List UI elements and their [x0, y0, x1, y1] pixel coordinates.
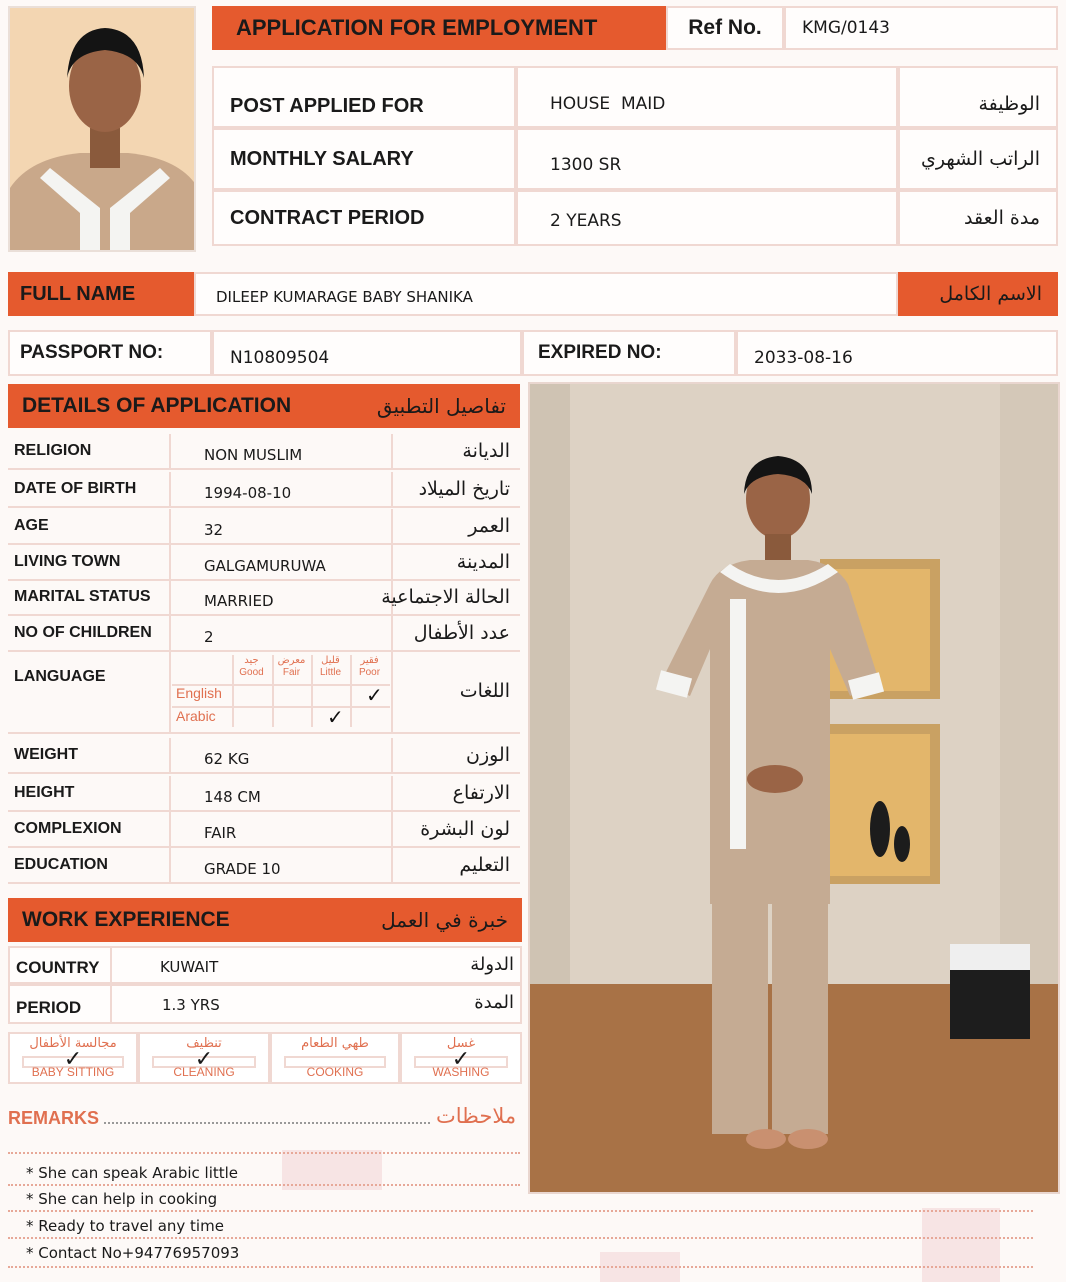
remarks-dots: [104, 1122, 430, 1124]
skill-baby-sitting: مجالسة الأطفال ✓ BABY SITTING: [8, 1032, 138, 1084]
dotted-rule: [8, 1184, 520, 1186]
expiry-value: 2033-08-16: [736, 330, 1058, 376]
post-value: HOUSE MAID: [516, 66, 898, 128]
level-fair: معرض Fair: [277, 655, 306, 678]
detail-row-children: NO OF CHILDREN 2 عدد الأطفال: [8, 616, 520, 652]
full-name-value: DILEEP KUMARAGE BABY SHANIKA: [194, 272, 898, 316]
cleaning-check: ✓: [194, 1046, 214, 1071]
level-little: قليل Little: [319, 655, 342, 678]
salary-value: 1300 SR: [516, 128, 898, 190]
detail-row-education: EDUCATION GRADE 10 التعليم: [8, 848, 520, 884]
detail-row-dob: DATE OF BIRTH 1994-08-10 تاريخ الميلاد: [8, 472, 520, 508]
dotted-rule: [8, 1266, 1033, 1268]
full-body-photo: [528, 382, 1060, 1194]
work-header: WORK EXPERIENCE خبرة في العمل: [8, 898, 522, 942]
work-period-row: PERIOD 1.3 YRS المدة: [8, 984, 522, 1024]
arabic-little-check: ✓: [327, 707, 344, 729]
remarks-label: REMARKS: [8, 1108, 100, 1128]
detail-row-religion: RELIGION NON MUSLIM الديانة: [8, 434, 520, 470]
dotted-rule: [8, 1152, 520, 1154]
portrait-photo: [8, 6, 196, 252]
post-label-ar: الوظيفة: [898, 66, 1058, 128]
level-poor: فقير Poor: [358, 655, 381, 678]
detail-row-weight: WEIGHT 62 KG الوزن: [8, 738, 520, 774]
english-poor-check: ✓: [366, 685, 383, 707]
details-header: DETAILS OF APPLICATION تفاصيل التطبيق: [8, 384, 520, 428]
expiry-label: EXPIRED NO:: [522, 330, 736, 376]
detail-row-language: LANGUAGE اللغات: [8, 652, 520, 734]
salary-label: MONTHLY SALARY: [212, 128, 516, 190]
contract-value: 2 YEARS: [516, 190, 898, 246]
full-name-label-ar: الاسم الكامل: [898, 272, 1058, 316]
salary-label-ar: الراتب الشهري: [898, 128, 1058, 190]
dotted-rule: [8, 1210, 1033, 1212]
post-label: POST APPLIED FOR: [212, 66, 516, 128]
remark-line: * Contact No+94776957093: [26, 1244, 240, 1262]
skill-cleaning: تنظيف ✓ CLEANING: [138, 1032, 270, 1084]
baby-sitting-check: ✓: [63, 1046, 83, 1071]
passport-value: N10809504: [212, 330, 522, 376]
work-country-row: COUNTRY KUWAIT الدولة: [8, 946, 522, 984]
contract-label: CONTRACT PERIOD: [212, 190, 516, 246]
dotted-rule: [8, 1237, 1033, 1239]
detail-row-height: HEIGHT 148 CM الارتفاع: [8, 776, 520, 812]
full-name-label: FULL NAME: [8, 272, 194, 316]
language-grid: [172, 655, 390, 727]
passport-label: PASSPORT NO:: [8, 330, 212, 376]
skill-washing: غسل ✓ WASHING: [400, 1032, 522, 1084]
ref-value: KMG/0143: [784, 6, 1058, 50]
decorative-square: [922, 1208, 1000, 1282]
detail-row-age: AGE 32 العمر: [8, 509, 520, 545]
remarks-label-ar: ملاحظات: [436, 1104, 517, 1128]
language-english: English: [176, 685, 222, 701]
level-good: جيد Good: [239, 655, 264, 678]
remark-line: * She can speak Arabic little: [26, 1164, 239, 1182]
detail-row-town: LIVING TOWN GALGAMURUWA المدينة: [8, 545, 520, 581]
ref-label: Ref No.: [666, 6, 784, 50]
detail-row-marital: MARITAL STATUS MARRIED الحالة الاجتماعية: [8, 580, 520, 616]
language-arabic: Arabic: [176, 708, 216, 724]
washing-check: ✓: [451, 1046, 471, 1071]
detail-row-complexion: COMPLEXION FAIR لون البشرة: [8, 812, 520, 848]
remark-line: * Ready to travel any time: [26, 1217, 224, 1235]
application-title: APPLICATION FOR EMPLOYMENT: [212, 6, 666, 50]
contract-label-ar: مدة العقد: [898, 190, 1058, 246]
remark-line: * She can help in cooking: [26, 1190, 218, 1208]
skill-cooking: طهي الطعام COOKING: [270, 1032, 400, 1084]
